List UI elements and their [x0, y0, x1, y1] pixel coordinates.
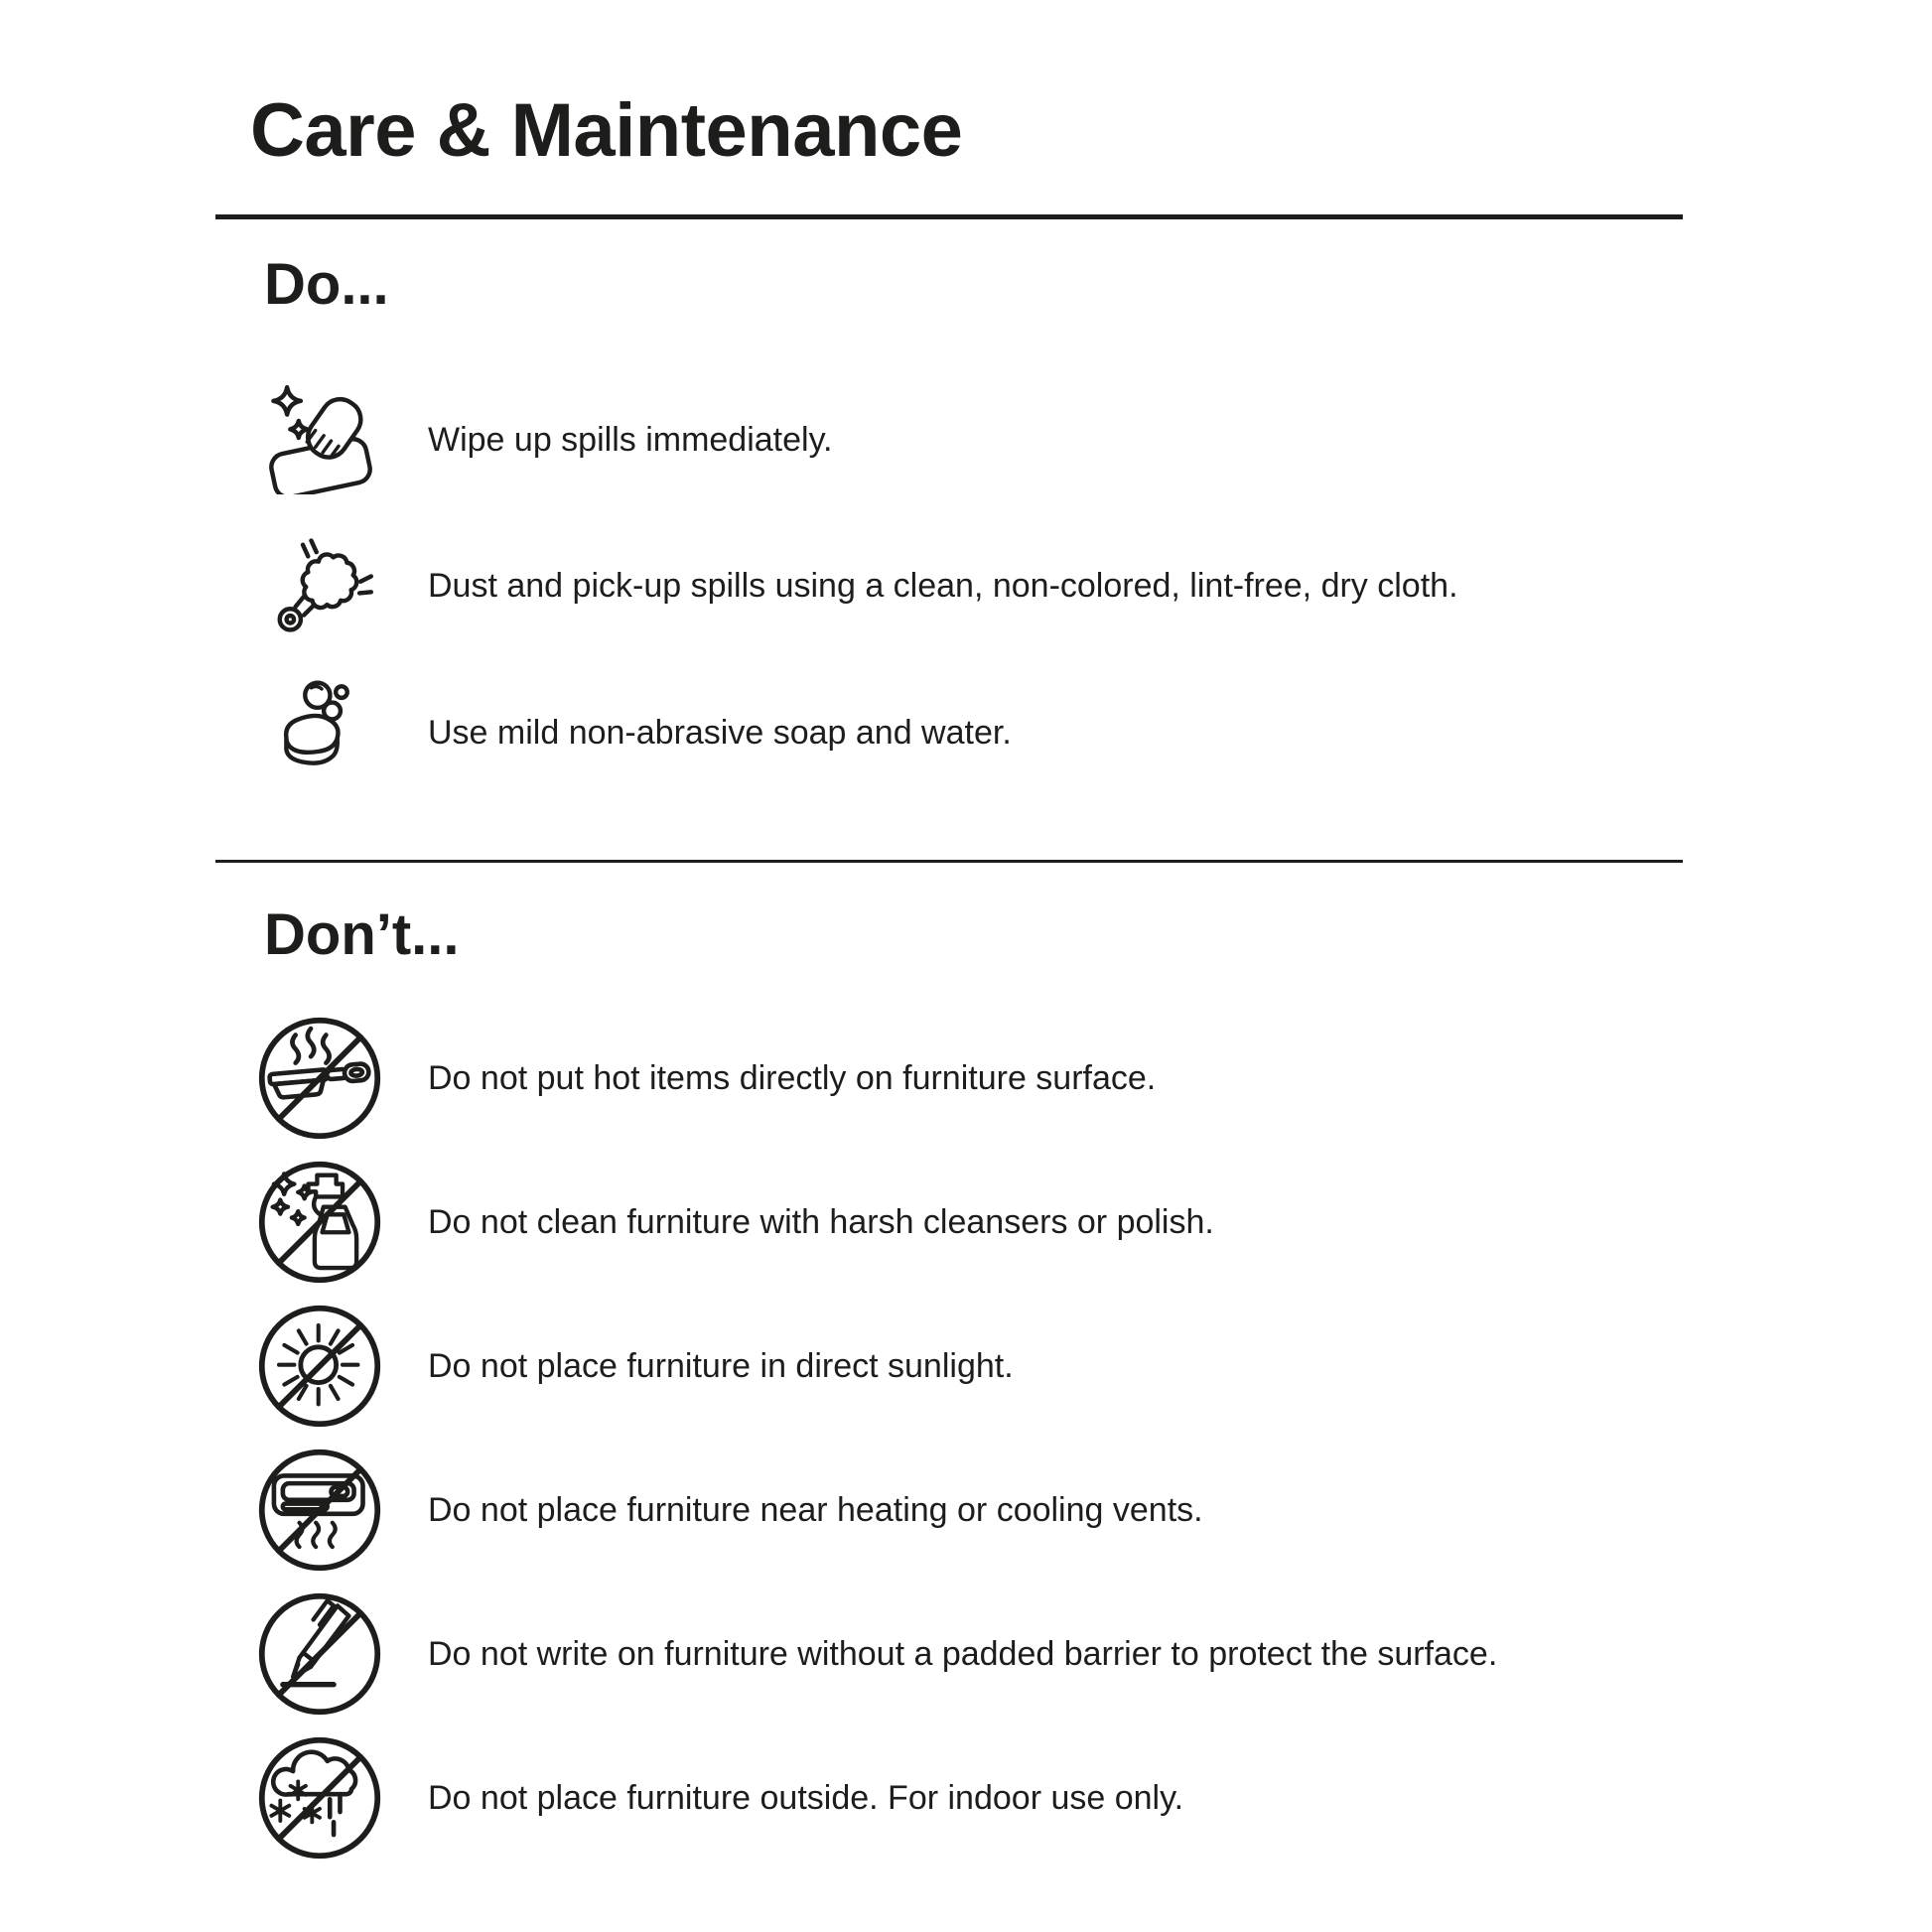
dont-item-heating-vents	[256, 1447, 1203, 1574]
dont-item-text: Do not put hot items directly on furniture surface.	[428, 1058, 1157, 1097]
dont-item-text: Do not place furniture in direct sunlight.	[428, 1346, 1014, 1385]
dont-section-heading: Don’t...	[264, 902, 460, 967]
no-heating-cooling-vent-icon	[256, 1447, 383, 1574]
soap-and-bubbles-icon	[268, 678, 373, 787]
wipe-spills-hand-cloth-icon	[268, 385, 373, 494]
title-divider	[215, 214, 1683, 219]
do-section-heading: Do...	[264, 252, 389, 317]
do-item-text: Dust and pick-up spills using a clean, non-colored, lint-free, dry cloth.	[428, 566, 1458, 605]
dont-item-writing	[256, 1590, 1497, 1718]
dont-item-text: Do not write on furniture without a padded barrier to protect the surface.	[428, 1634, 1498, 1673]
dont-item-harsh-cleansers	[256, 1159, 1214, 1286]
no-hot-pan-icon	[256, 1015, 383, 1142]
section-divider	[215, 860, 1683, 863]
do-item-dust	[268, 531, 1458, 640]
dont-item-outdoor-use	[256, 1734, 1183, 1862]
dont-item-direct-sunlight	[256, 1303, 1014, 1430]
no-writing-pen-icon	[256, 1590, 383, 1718]
no-direct-sunlight-icon	[256, 1303, 383, 1430]
dont-item-hot-items	[256, 1015, 1156, 1142]
no-spray-cleaner-icon	[256, 1159, 383, 1286]
no-outdoor-weather-icon	[256, 1734, 383, 1862]
do-item-mild-soap	[268, 678, 1012, 787]
page-title: Care & Maintenance	[250, 88, 963, 173]
do-item-text: Wipe up spills immediately.	[428, 420, 833, 459]
do-item-text: Use mild non-abrasive soap and water.	[428, 713, 1012, 752]
dont-item-text: Do not place furniture outside. For indoor use only.	[428, 1778, 1184, 1817]
feather-duster-icon	[268, 531, 373, 640]
dont-item-text: Do not clean furniture with harsh cleansers or polish.	[428, 1202, 1214, 1241]
dont-item-text: Do not place furniture near heating or cooling vents.	[428, 1490, 1203, 1529]
do-item-wipe-spills	[268, 385, 833, 494]
